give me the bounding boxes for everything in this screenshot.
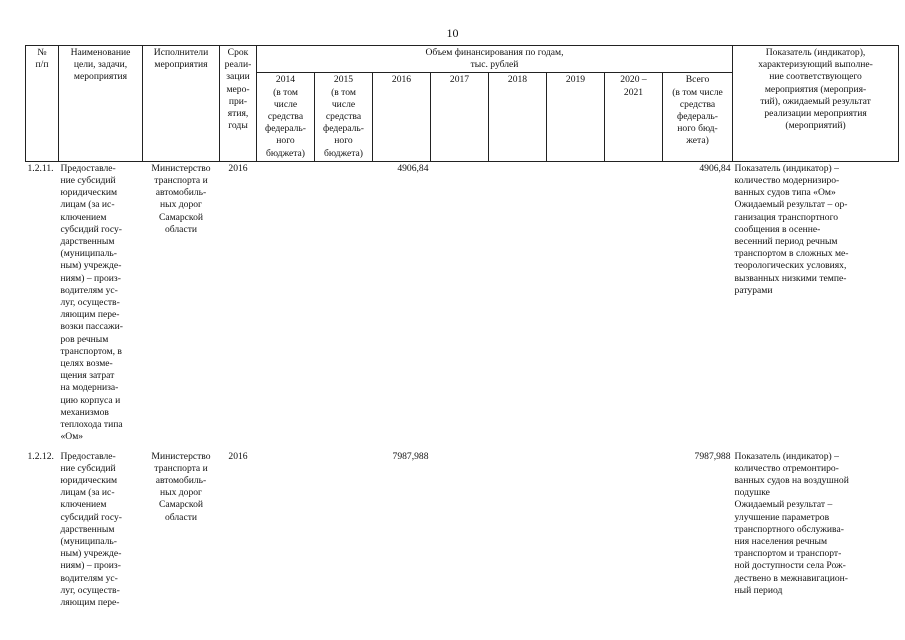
financing-table bbox=[25, 45, 899, 610]
row-executor: Министерство транспорта и автомобиль- ных дорог Самарской области bbox=[151, 450, 211, 523]
row-name: Предоставле- ние субсидий юридическим лицам (за ис- ключением субсидий госу- дарственным (муниципаль- ным) учрежде- ниям) – произ- водителям ус- луг, осуществ- ляющим пере- возки пассажи- ров речным транспортом, в целях возме- щения затрат на модерниза- цию корпуса и механизмов теплохода типа «Ом» bbox=[60, 162, 123, 443]
header-financing: Объем финансирования по годам, тыс. рублей bbox=[257, 46, 733, 73]
row-num: 1.2.11. bbox=[27, 162, 54, 174]
table-header bbox=[26, 46, 899, 162]
row-num: 1.2.12. bbox=[27, 450, 54, 462]
row-y2019 bbox=[547, 161, 605, 444]
row-y2020-2021 bbox=[605, 161, 663, 444]
row-executor: Министерство транспорта и автомобиль- ных дорог Самарской области bbox=[151, 162, 211, 235]
header-total: Всего (в том числе средства федераль- ного бюд- жета) bbox=[663, 73, 733, 161]
header-year-2019: 2019 bbox=[547, 73, 605, 161]
row-indicator: Показатель (индикатор) – количество отремонтиро- ванных судов на воздушной подушке Ожидаемый результат – улучшение параметров транспортного обслужива- ния населения речным транспортом и транспорт- ной доступности села Рож- дествено в межнавигацион- ный период bbox=[734, 450, 849, 596]
row-y2017 bbox=[431, 161, 489, 444]
header-year-2016: 2016 bbox=[373, 73, 431, 161]
table-row bbox=[26, 161, 899, 444]
row-y2016: 4906,84 bbox=[397, 162, 429, 174]
row-total: 4906,84 bbox=[699, 162, 731, 174]
header-year-2018: 2018 bbox=[489, 73, 547, 161]
row-name: Предоставле- ние субсидий юридическим лицам (за ис- ключением субсидий госу- дарственным (муниципаль- ным) учрежде- ниям) – произ- водителям ус- луг, осуществ- ляющим пере- bbox=[60, 450, 122, 608]
header-year-2015: 2015 (в том числе средства федераль- ного бюджета) bbox=[315, 73, 373, 161]
row-term: 2016 bbox=[228, 450, 248, 462]
header-year-2014: 2014 (в том числе средства федераль- ного бюджета) bbox=[257, 73, 315, 161]
row-y2014 bbox=[257, 161, 315, 444]
header-year-2020-2021: 2020 – 2021 bbox=[605, 73, 663, 161]
header-name: Наименование цели, задачи, мероприятия bbox=[59, 46, 143, 162]
row-y2018 bbox=[489, 445, 547, 611]
row-y2018 bbox=[489, 161, 547, 444]
row-y2016: 7987,988 bbox=[392, 450, 429, 462]
page-number: 10 bbox=[446, 26, 459, 40]
header-indicator: Показатель (индикатор), характеризующий выполне- ние соответствующего мероприятия (мероприя- тий), ожидаемый результат реализации мероприятия (мероприятий) bbox=[733, 46, 899, 162]
table-row bbox=[26, 445, 899, 611]
header-year-2017: 2017 bbox=[431, 73, 489, 161]
row-term: 2016 bbox=[228, 162, 248, 174]
header-num: № п/п bbox=[26, 46, 59, 162]
row-y2020-2021 bbox=[605, 445, 663, 611]
row-indicator: Показатель (индикатор) – количество модернизиро- ванных судов типа «Ом» Ожидаемый результат – ор- ганизация транспортного сообщения в осенне- весенний период речным транспортом в сложных ме- теорологических условиях, вызванных низкими темпе- ратурами bbox=[734, 162, 849, 296]
header-term: Срок реали- зации меро- при- ятия, годы bbox=[220, 46, 257, 162]
row-y2017 bbox=[431, 445, 489, 611]
row-y2015 bbox=[315, 445, 373, 611]
row-y2014 bbox=[257, 445, 315, 611]
header-executors: Исполнители мероприятия bbox=[143, 46, 220, 162]
row-y2019 bbox=[547, 445, 605, 611]
row-y2015 bbox=[315, 161, 373, 444]
row-total: 7987,988 bbox=[694, 450, 731, 462]
